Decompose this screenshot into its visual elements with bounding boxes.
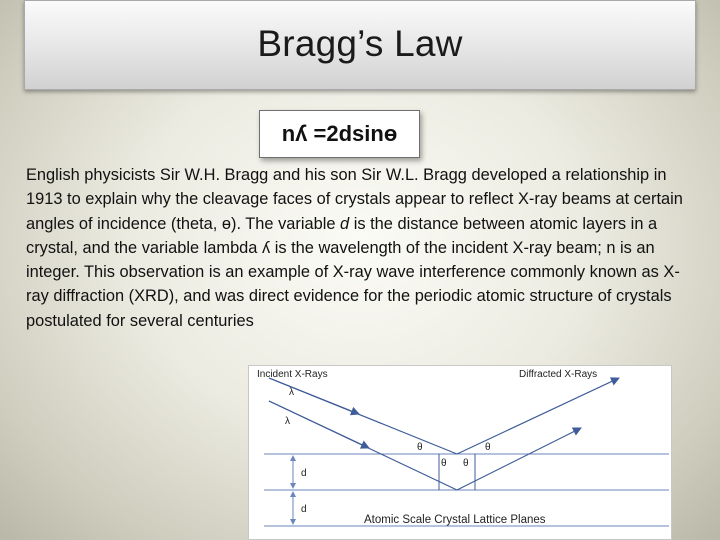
lambda-label-lower: λ — [285, 416, 290, 427]
diffracted-ray-lower — [457, 428, 581, 490]
d-label-upper: d — [301, 468, 307, 479]
variable-d: d — [340, 214, 350, 233]
lattice-planes-caption: Atomic Scale Crystal Lattice Planes — [364, 514, 546, 526]
bragg-diagram-svg — [249, 366, 672, 540]
theta-label-diffracted-top: θ — [485, 442, 491, 453]
paragraph-part-1: English physicists Sir W.H. Bragg and his son Sir W.L. Bragg developed a relationship in 1913 to explain why the cleavage faces of crystals appear to reflect X-ray beams at certain angles of incidence (theta, ɵ). The variable — [26, 166, 683, 233]
bragg-formula: nʎ =2dsinɵ — [281, 121, 398, 146]
lambda-label-upper: λ — [289, 387, 294, 398]
theta-label-incident-top: θ — [417, 442, 423, 453]
title-bar — [24, 0, 696, 90]
theta-label-inner-right: θ — [463, 458, 469, 469]
formula-box — [259, 110, 420, 158]
incident-ray-lower-arrow — [269, 401, 369, 448]
paragraph-part-2: is the distance between atomic layers in a crystal, and the variable lambda ʎ is the wavelength of the incident X-ray beam; n is an integer. This observation is an example of X-ray wave interference commonly known as X-ray diffraction (XRD), and was direct evidence for the periodic atomic structure of crystals postulated for several centuries — [26, 214, 680, 330]
diffracted-ray-upper — [457, 378, 619, 454]
slide-title: Bragg’s Law — [257, 23, 463, 64]
theta-label-inner-left: θ — [441, 458, 447, 469]
incident-x-rays-label: Incident X-Rays — [257, 369, 328, 380]
diffracted-x-rays-label: Diffracted X-Rays — [519, 369, 598, 380]
d-label-lower: d — [301, 504, 307, 515]
bragg-diagram — [248, 365, 672, 540]
incident-ray-upper-arrow — [269, 378, 359, 414]
description-paragraph — [26, 163, 702, 333]
